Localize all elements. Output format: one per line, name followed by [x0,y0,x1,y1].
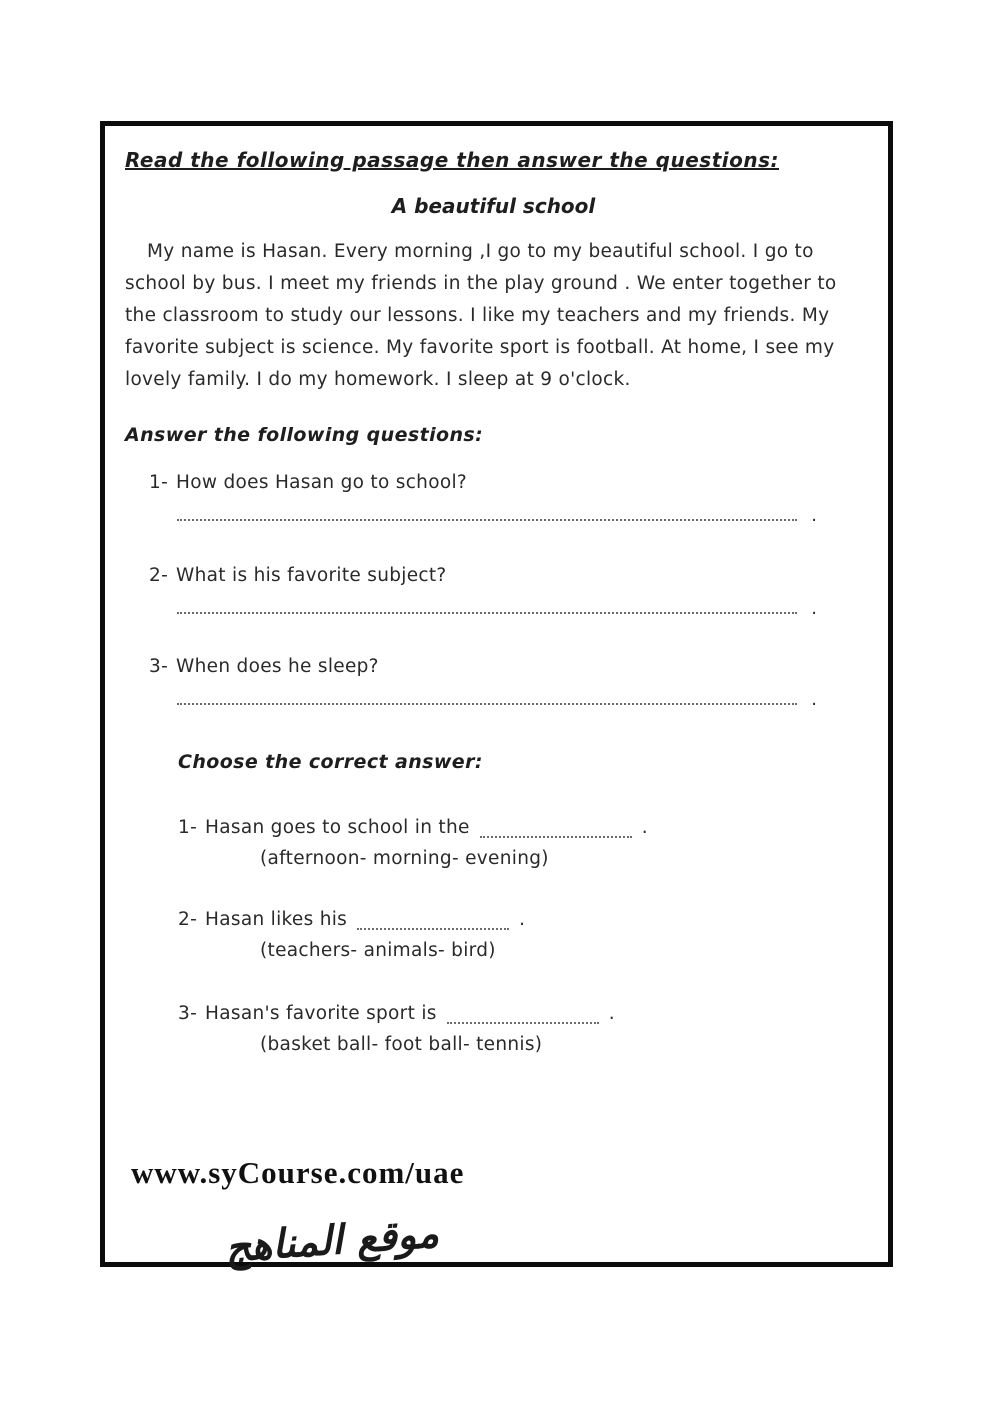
worksheet-frame [100,121,893,1267]
passage-title: A beautiful school [391,194,596,218]
question-3-number: 3- [149,656,169,677]
question-1-text [149,472,862,493]
question-2 [149,565,862,619]
footer-website-url: www.syCourse.com/uae [131,1155,465,1190]
answer-line-1-period: . [811,505,817,526]
choice-3-period: . [608,1003,615,1024]
choice-2-text: Hasan likes his [205,909,348,930]
answer-line-3 [177,689,817,710]
choice-1 [178,817,862,869]
choice-3-options: (basket ball- foot ball- tennis) [260,1034,543,1055]
answer-line-3-period: . [811,689,817,710]
choose-correct-answer-header: Choose the correct answer: [178,751,483,773]
choice-2-number: 2- [178,909,198,930]
choice-1-blank [480,826,632,838]
choice-3-blank [447,1012,599,1024]
answer-line-2 [177,598,817,619]
question-3-text [149,656,862,677]
choice-3 [178,1003,862,1055]
choice-2-options: (teachers- animals- bird) [260,940,496,961]
question-1 [149,472,862,526]
choice-1-options: (afternoon- morning- evening) [260,848,549,869]
choice-3-number: 3- [178,1003,198,1024]
choice-1-number: 1- [178,817,198,838]
choice-2-period: . [519,909,526,930]
answer-line-1 [177,505,817,526]
question-2-text [149,565,862,586]
answer-line-2-dots [177,602,797,614]
question-3 [149,656,862,710]
answer-questions-header: Answer the following questions: [125,424,484,446]
choice-1-line [178,817,862,838]
choice-2 [178,909,862,961]
choice-2-blank [357,918,509,930]
question-2-number: 2- [149,565,169,586]
answer-line-1-dots [177,509,797,521]
question-2-label: What is his favorite subject? [176,565,447,586]
choice-3-text: Hasan's favorite sport is [205,1003,437,1024]
footer-arabic-signature: موقع المناهج [223,1210,441,1272]
question-1-label: How does Hasan go to school? [176,472,468,493]
answer-line-3-dots [177,693,797,705]
question-1-number: 1- [149,472,169,493]
passage-instruction-header: Read the following passage then answer the questions: [125,148,779,172]
question-3-label: When does he sleep? [176,656,379,677]
choice-1-period: . [641,817,648,838]
passage-text: My name is Hasan. Every morning ,I go to my beautiful school. I go to school by bus. I meet my friends in the play ground . We enter together to the classroom to study our lessons. I like my teachers and my friends. My favorite subject is science. My favorite sport is football. At home, I see my lovely family. I do my homework. I sleep at 9 o'clock. [125,241,837,390]
choice-3-line [178,1003,862,1024]
choice-1-text: Hasan goes to school in the [205,817,470,838]
choice-2-line [178,909,862,930]
answer-line-2-period: . [811,598,817,619]
